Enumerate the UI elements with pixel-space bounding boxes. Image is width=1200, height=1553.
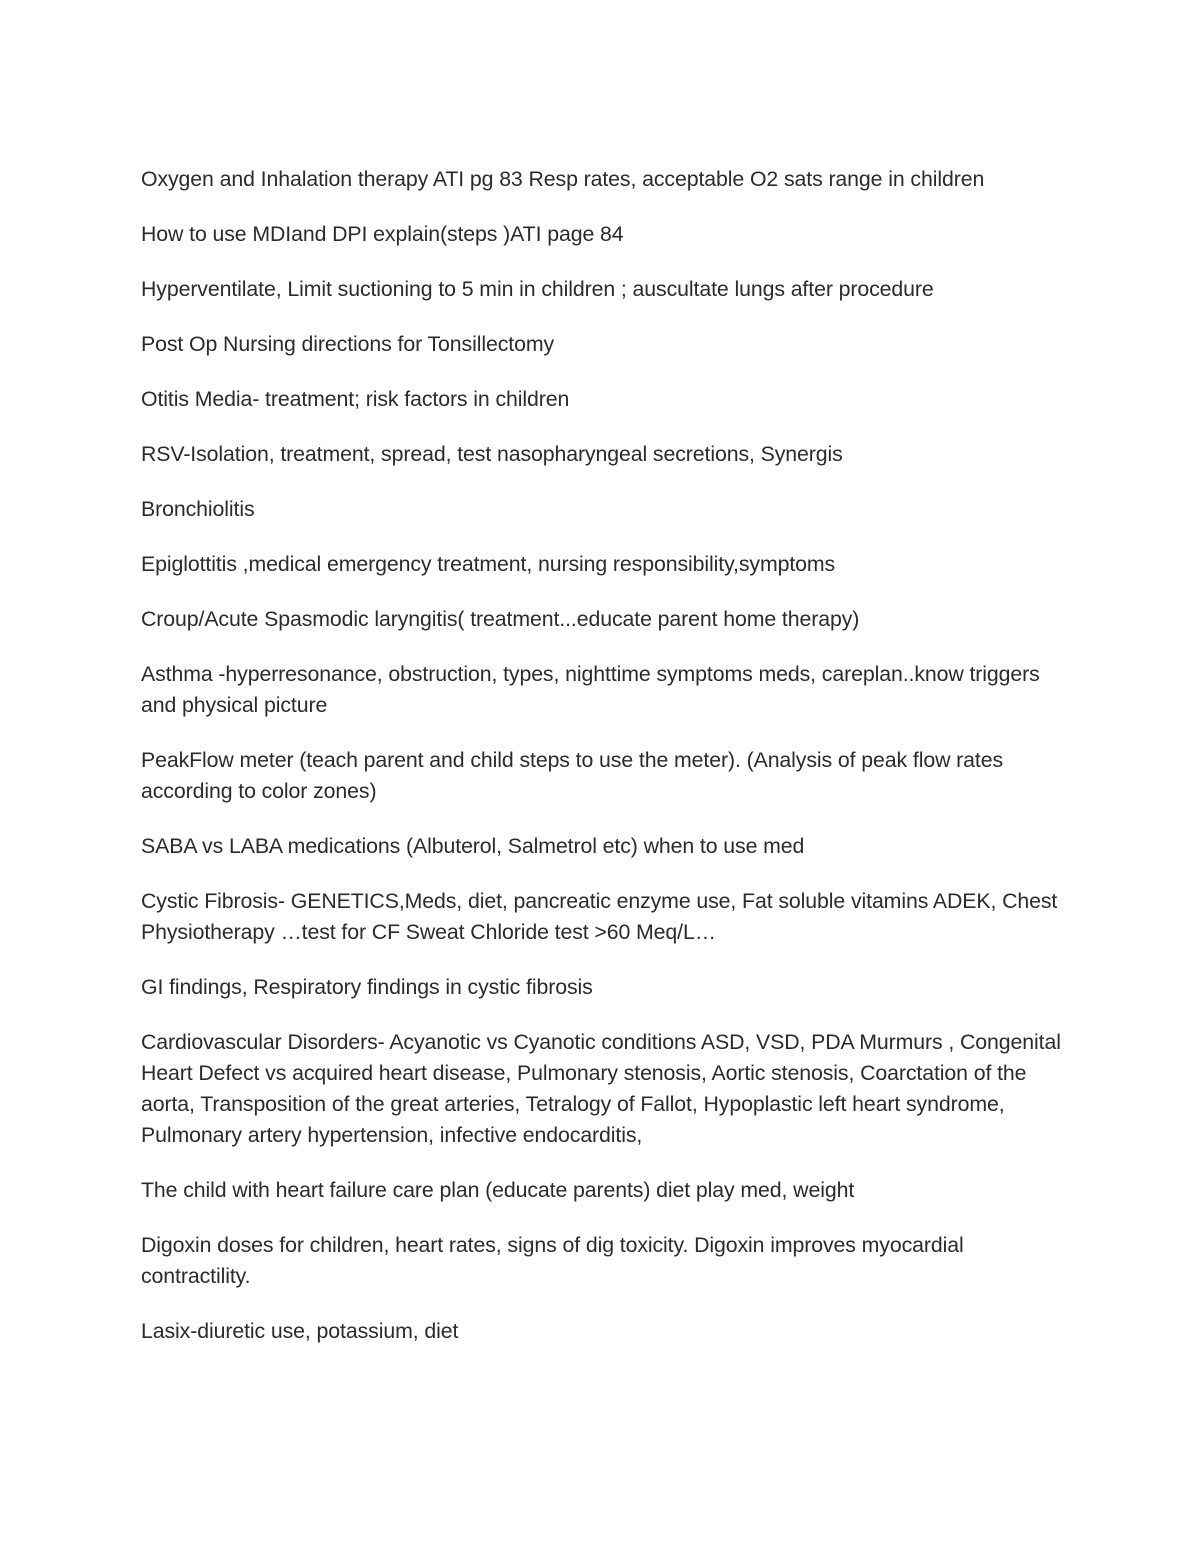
paragraph-oxygen-inhalation: Oxygen and Inhalation therapy ATI pg 83 Resp rates, acceptable O2 sats range in children: [141, 167, 985, 191]
paragraph-epiglottitis: Epiglottitis ,medical emergency treatment, nursing responsibility,symptoms: [141, 552, 836, 576]
document-body: [141, 164, 1066, 1371]
paragraph-cf-findings: GI findings, Respiratory findings in cystic fibrosis: [141, 975, 593, 999]
paragraph-bronchiolitis: Bronchiolitis: [141, 497, 255, 521]
paragraph-lasix: Lasix-diuretic use, potassium, diet: [141, 1319, 459, 1343]
paragraph-asthma: Asthma -hyperresonance, obstruction, types, nighttime symptoms meds, careplan..know triggers and physical picture: [141, 662, 1040, 717]
paragraph-otitis-media: Otitis Media- treatment; risk factors in children: [141, 387, 570, 411]
paragraph-cystic-fibrosis: Cystic Fibrosis- GENETICS,Meds, diet, pancreatic enzyme use, Fat soluble vitamins ADEK, Chest Physiotherapy …test for CF Sweat Chloride test >60 Meq/L…: [141, 889, 1058, 944]
paragraph-rsv: RSV-Isolation, treatment, spread, test nasopharyngeal secretions, Synergis: [141, 442, 843, 466]
paragraph-cardiovascular: Cardiovascular Disorders- Acyanotic vs Cyanotic conditions ASD, VSD, PDA Murmurs , Congenital Heart Defect vs acquired heart disease, Pulmonary stenosis, Aortic stenosis, Coarctation of the aorta, Transposition of the great arteries, Tetralogy of Fallot, Hypoplastic left heart syndrome, Pulmonary artery hypertension, infective endocarditis,: [141, 1030, 1061, 1147]
paragraph-croup: Croup/Acute Spasmodic laryngitis( treatment...educate parent home therapy): [141, 607, 860, 631]
paragraph-heart-failure: The child with heart failure care plan (educate parents) diet play med, weight: [141, 1178, 855, 1202]
paragraph-peakflow: PeakFlow meter (teach parent and child steps to use the meter). (Analysis of peak flow rates according to color zones): [141, 748, 1004, 803]
paragraph-mdi-dpi: How to use MDIand DPI explain(steps )ATI page 84: [141, 222, 624, 246]
paragraph-saba-laba: SABA vs LABA medications (Albuterol, Salmetrol etc) when to use med: [141, 834, 805, 858]
paragraph-tonsillectomy: Post Op Nursing directions for Tonsillectomy: [141, 332, 555, 356]
paragraph-digoxin: Digoxin doses for children, heart rates, signs of dig toxicity. Digoxin improves myocardial contractility.: [141, 1233, 964, 1288]
paragraph-suctioning: Hyperventilate, Limit suctioning to 5 min in children ; auscultate lungs after procedure: [141, 277, 934, 301]
